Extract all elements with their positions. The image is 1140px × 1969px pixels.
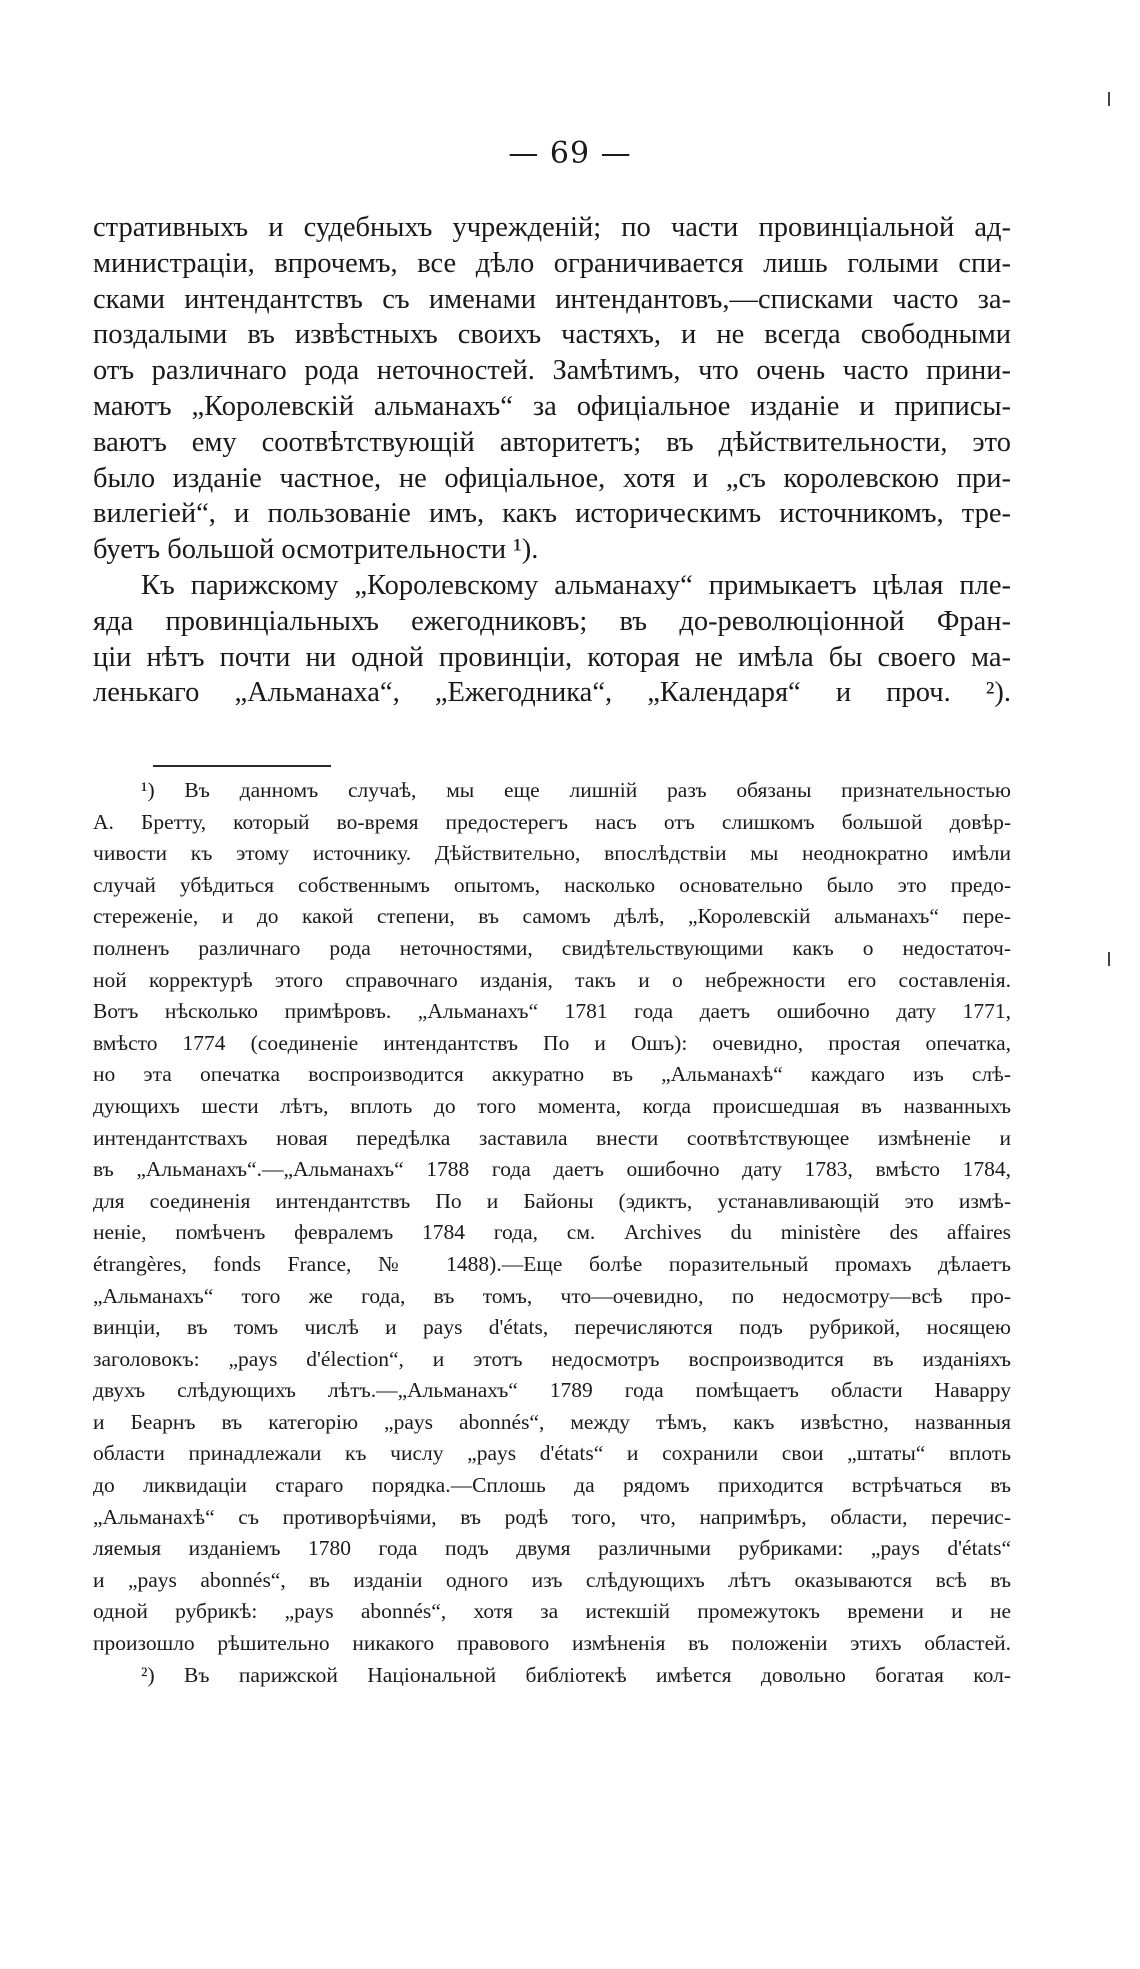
footnote-line: заголовокъ: „pays d'élection“, и этотъ недосмотръ воспроизводится въ изданіяхъ (93, 1346, 1011, 1371)
footnote-line: „Альманахѣ“ съ противорѣчіями, въ родѣ того, что, напримѣръ, области, перечис- (93, 1504, 1011, 1529)
footnote-line: стереженіе, и до какой степени, въ самомъ дѣлѣ, „Королевскій альманахъ“ пере- (93, 904, 1011, 929)
main-text-block (93, 210, 1011, 711)
footnote-line: ляемыя изданіемъ 1780 года подъ двумя различными рубриками: „pays d'états“ (93, 1536, 1011, 1561)
footnote-line: произошло рѣшительно никакого правового измѣненія въ положеніи этихъ областей. (93, 1631, 1011, 1656)
body-text-line: сками интендантствъ съ именами интендантовъ,—списками часто за- (93, 283, 1011, 315)
body-text-line: поздалыми въ извѣстныхъ своихъ частяхъ, и не всегда свободными (93, 319, 1011, 351)
footnote-line: для соединенія интендантствъ По и Байоны (эдиктъ, устанавливающій это измѣ- (93, 1188, 1011, 1213)
footnote-line: неніе, помѣченъ февралемъ 1784 года, см. Archives du ministère des affaires (93, 1220, 1011, 1245)
footnote-line: и „pays abonnés“, въ изданіи одного изъ слѣдующихъ лѣтъ оказываются всѣ въ (93, 1567, 1011, 1592)
footnote-line: вмѣсто 1774 (соединеніе интендантствъ По и Ошъ): очевидно, простая опечатка, (93, 1030, 1011, 1055)
footnote-line: чивости къ этому источнику. Дѣйствительно, впослѣдствіи мы неоднократно имѣли (93, 841, 1011, 866)
footnote-line: ной корректурѣ этого справочнаго изданія, такъ и о небрежности его составленія. (93, 967, 1011, 992)
footnote-line: но эта опечатка воспроизводится аккуратно въ „Альманахѣ“ каждаго изъ слѣ- (93, 1062, 1011, 1087)
body-text-line: ваютъ ему соотвѣтствующій авторитетъ; въ дѣйствительности, это (93, 426, 1011, 458)
footnote-line: до ликвидаціи стараго порядка.—Сплошь да рядомъ приходится встрѣчаться въ (93, 1473, 1011, 1498)
footnote-line: дующихъ шести лѣтъ, вплоть до того момента, когда происшедшая въ названныхъ (93, 1093, 1011, 1118)
body-text-line: ленькаго „Альманаха“, „Ежегодника“, „Календаря“ и проч. ²). (93, 677, 1011, 709)
body-text-line: отъ различнаго рода неточностей. Замѣтимъ, что очень часто прини- (93, 355, 1011, 387)
footnote-line: и Беарнъ въ категорію „pays abonnés“, между тѣмъ, какъ извѣстно, названныя (93, 1409, 1011, 1434)
footnote-line: Вотъ нѣсколько примѣровъ. „Альманахъ“ 1781 года даетъ ошибочно дату 1771, (93, 999, 1011, 1024)
body-text-line: стративныхъ и судебныхъ учрежденій; по части провинціальной ад- (93, 212, 1011, 243)
body-text-line: было изданіе частное, не офиціальное, хотя и „съ королевскою при- (93, 462, 1011, 494)
body-text-line: буетъ большой осмотрительности ¹). (93, 534, 539, 566)
footnote-line: А. Бретту, который во-время предостерегъ насъ отъ слишкомъ большой довѣр- (93, 809, 1011, 834)
footnote-divider (153, 765, 331, 767)
footnote-line: ²) Въ парижской Національной библіотекѣ имѣется довольно богатая кол- (141, 1662, 1011, 1687)
body-text-line: министраціи, впрочемъ, все дѣло ограничивается лишь голыми спи- (93, 247, 1011, 279)
footnote-line: „Альманахъ“ того же года, въ томъ, что—очевидно, по недосмотру—всѣ про- (93, 1283, 1011, 1308)
margin-mark (1108, 952, 1110, 966)
body-text-line: Къ парижскому „Королевскому альманаху“ примыкаетъ цѣлая пле- (141, 569, 1011, 601)
body-text-line: ціи нѣтъ почти ни одной провинціи, которая не имѣла бы своего ма- (93, 641, 1011, 673)
body-text-line: яда провинціальныхъ ежегодниковъ; въ до-революціонной Фран- (93, 605, 1011, 637)
footnote-line: винціи, въ томъ числѣ и pays d'états, перечисляются подъ рубрикой, носящею (93, 1315, 1011, 1340)
footnote-line: интендантствахъ новая передѣлка заставила внести соотвѣтствующее измѣненіе и (93, 1125, 1011, 1150)
footnote-line: полненъ различнаго рода неточностями, свидѣтельствующими какъ о недостаточ- (93, 935, 1011, 960)
footnote-line: двухъ слѣдующихъ лѣтъ.—„Альманахъ“ 1789 года помѣщаетъ области Наварру (93, 1378, 1011, 1403)
body-text-line: вилегіей“, и пользованіе имъ, какъ историческимъ источникомъ, тре- (93, 498, 1011, 530)
footnote-line: въ „Альманахъ“.—„Альманахъ“ 1788 года даетъ ошибочно дату 1783, вмѣсто 1784, (93, 1157, 1011, 1182)
footnote-line: области принадлежали къ числу „pays d'états“ и сохранили свои „штаты“ вплоть (93, 1441, 1011, 1466)
footnote-line: ¹) Въ данномъ случаѣ, мы еще лишній разъ обязаны признательностью (141, 778, 1011, 802)
page-number: — 69 — (508, 136, 632, 171)
footnote-line: étrangères, fonds France, № 1488).—Еще болѣе поразительный промахъ дѣлаетъ (93, 1251, 1011, 1276)
footnote-line: случай убѣдиться собственнымъ опытомъ, насколько основательно было это предо- (93, 872, 1011, 897)
body-text-line: маютъ „Королевскій альманахъ“ за офиціальное изданіе и приписы- (93, 390, 1011, 422)
margin-mark (1108, 92, 1110, 106)
footnotes-block (93, 775, 1011, 1691)
footnote-line: одной рубрикѣ: „pays abonnés“, хотя за истекшій промежутокъ времени и не (93, 1599, 1011, 1624)
